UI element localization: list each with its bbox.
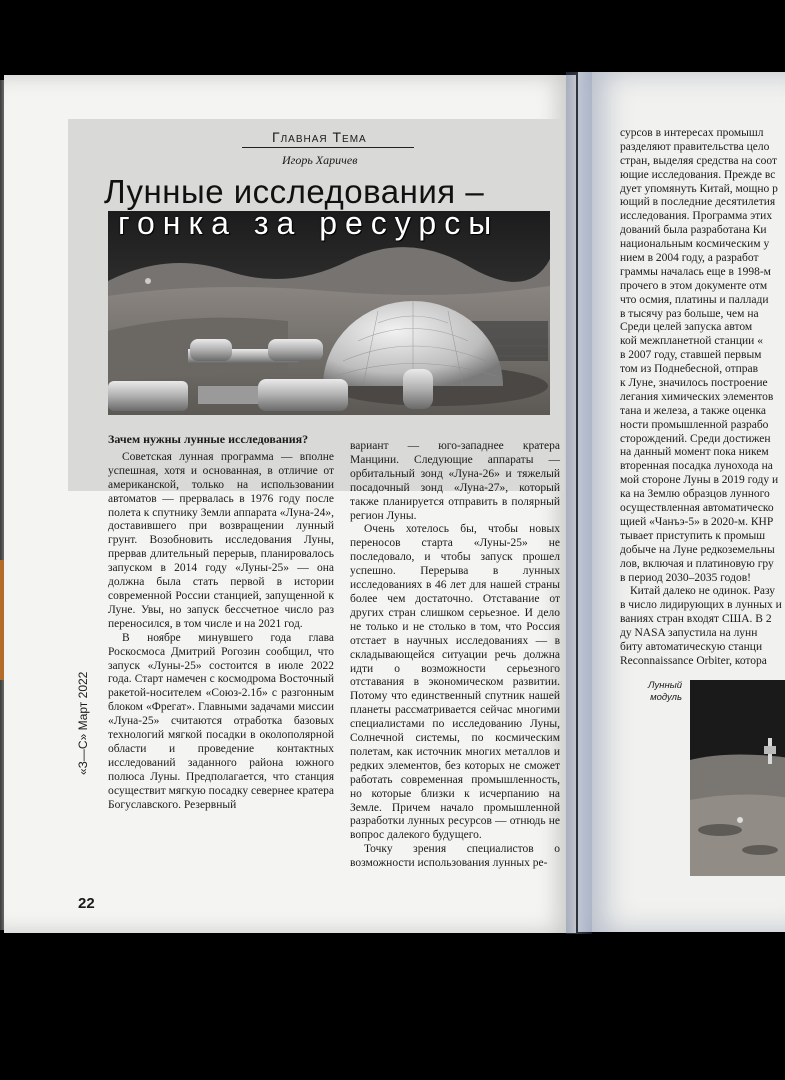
text-line: в число лидирующих в лунных и — [620, 599, 782, 612]
text-line: ваниях стран входят США. В 2 — [620, 613, 772, 626]
text-line: граммы началась еще в 1998-м — [620, 265, 771, 278]
text-line: что осмия, платины и паллади — [620, 293, 769, 306]
text-line: в тысячу раз больше, чем на — [620, 307, 759, 320]
text-line: тана и железа, а также оценка — [620, 404, 767, 417]
paragraph: вариант — юго-западнее кратера Манцини. Следующие аппараты — орбитальный зонд «Луна-26» и тяжелый посадочный зонд «Луна-27», который также планируется отправить в полярный регион Луны. — [350, 440, 560, 522]
text-line: сурсов в интересах промышл — [620, 127, 764, 139]
text-line: сторождений. Среди достижен — [620, 432, 771, 445]
text-line: к Луне, значилось построение — [620, 377, 768, 390]
text-line: Среди целей запуска автом — [620, 321, 753, 334]
text-line: разделяют правительства цело — [620, 140, 770, 153]
paragraph: Точку зрения специалистов о возможности использования лунных ре- — [350, 843, 560, 870]
text-line: Reconnaissance Orbiter, котора — [620, 654, 767, 667]
author: Игорь Харичев — [282, 153, 358, 167]
text-line: легания химических элементов — [620, 390, 774, 403]
text-line: тывает приступить к промыш — [620, 529, 766, 542]
section-heading: Зачем нужны лунные исследования? — [108, 432, 309, 446]
paragraph: В ноябре минувшего года глава Роскосмоса Дмитрий Рогозин сообщил, что запуск «Луны-25» состоится в июле 2022 года. Старт намечен с космодрома Восточный ракетой-носителем «Союз-2.1б» с разгонным блоком «Фрегат». Главными задачами миссии «Луна-25» считаются отработка базовых технологий мягкой посадки в околополярной области и проведение контактных исследований заданного района южного полюса Луны. Предполагается, что станция осуществит мягкую посадку севернее кратера Богуславского. Резервный — [108, 631, 334, 811]
text-line: в период 2030–2035 годов! — [620, 571, 751, 584]
text-line: прочего в этом документе отм — [620, 279, 768, 292]
paragraph: Советская лунная программа — вполне успешная, хотя и основанная, в отличие от американской, только на использовании автоматов — прервалась в 1976 году после полета к спутнику Земли аппарата «Луна-24», доставившего при возвращении лунный грунт. Возобновить исследования Луны, прервав длительный перерыв, планировалось запуском в 2014 году «Луны-25» — она должна была стать первой в истории современной России станцией, запущенной к Луне. Увы, но запуск бессчетное число раз переносился, в том числе и на 2021 год. — [108, 450, 334, 630]
page-number: 22 — [78, 895, 95, 912]
text-line: добыче на Луне редкоземельны — [620, 543, 775, 556]
book-gutter — [566, 72, 592, 934]
rubric-underline — [242, 147, 414, 148]
text-line: стран, выделяя средства на соот — [620, 154, 777, 167]
text-line: исследования. Программа этих — [620, 210, 773, 223]
text-line: Китай далеко не одинок. Разу — [630, 585, 776, 598]
column-1 — [108, 433, 334, 812]
right-column — [620, 127, 785, 669]
lunar-module-caption: Лунный модуль — [648, 680, 682, 703]
text-line: в 2007 году, ставшей первым — [620, 349, 762, 362]
text-line: национальным космическим у — [620, 238, 770, 251]
lunar-module-photo — [690, 680, 785, 876]
text-line: дований была разработана Ки — [620, 224, 767, 237]
text-line: на данный момент пока никем — [620, 446, 769, 459]
article-title-line2: гонка за ресурсы — [118, 205, 500, 241]
text-line: ющий в последние десятилетия — [620, 196, 776, 209]
text-line: ду NASA запустила на лунн — [620, 627, 758, 640]
text-line: щией «Чанъэ-5» в 2020-м. КНР — [620, 515, 774, 528]
left-page — [4, 75, 576, 933]
issue-label: «З—С» Март 2022 — [76, 671, 90, 775]
text-line: том из Поднебесной, отправ — [620, 363, 759, 376]
text-line: ка на Землю образцов лунного — [620, 488, 770, 501]
text-line: мой стороне Луны в 2019 году и — [620, 474, 779, 487]
text-line: ности промышленной разрабо — [620, 418, 769, 431]
text-line: осуществленная автоматическо — [620, 502, 774, 515]
text-line: дует упомянуть Китай, мощно р — [620, 182, 778, 195]
article-title-line1: Лунные исследования – — [104, 173, 485, 210]
text-line: нием в 2004 году, а разработ — [620, 252, 759, 265]
text-line: вторенная посадка лунохода на — [620, 460, 773, 473]
column-2 — [350, 440, 560, 871]
text-line: ющие исследования. Прежде вс — [620, 168, 776, 181]
rubric: Главная Тема — [272, 129, 367, 145]
text-line: биту автоматическую станци — [620, 640, 763, 653]
text-line: лов, включая и платиновую гру — [620, 557, 774, 570]
text-line: кой межпланетной станции « — [620, 335, 763, 348]
paragraph: Очень хотелось бы, чтобы новых переносов старта «Луны-25» не последовало, и чтобы запуск прошел успешно. Перерыва в лунных исследованиях в 46 лет для нашей страны более чем достаточно. Отставание от других стран слишком серьезное. И дело не только и не столько в том, что Россия отстает в научных исследованиях — в складывающейся ситуации речь должна идти о возможности серьезного отставания в экономическом развитии. Потому что единственный спутник нашей планеты рассматривается сейчас многими специалистами по исследованию Луны, Солнечной системы, по космическим полетам, как источник многих металлов и редких элементов, без которых не сможет работать современная промышленность, но которые близки к исчерпанию на Земле. Причем начало промышленной разработки лунных ресурсов — отнюдь не вопрос далекого будущего. — [350, 523, 560, 842]
